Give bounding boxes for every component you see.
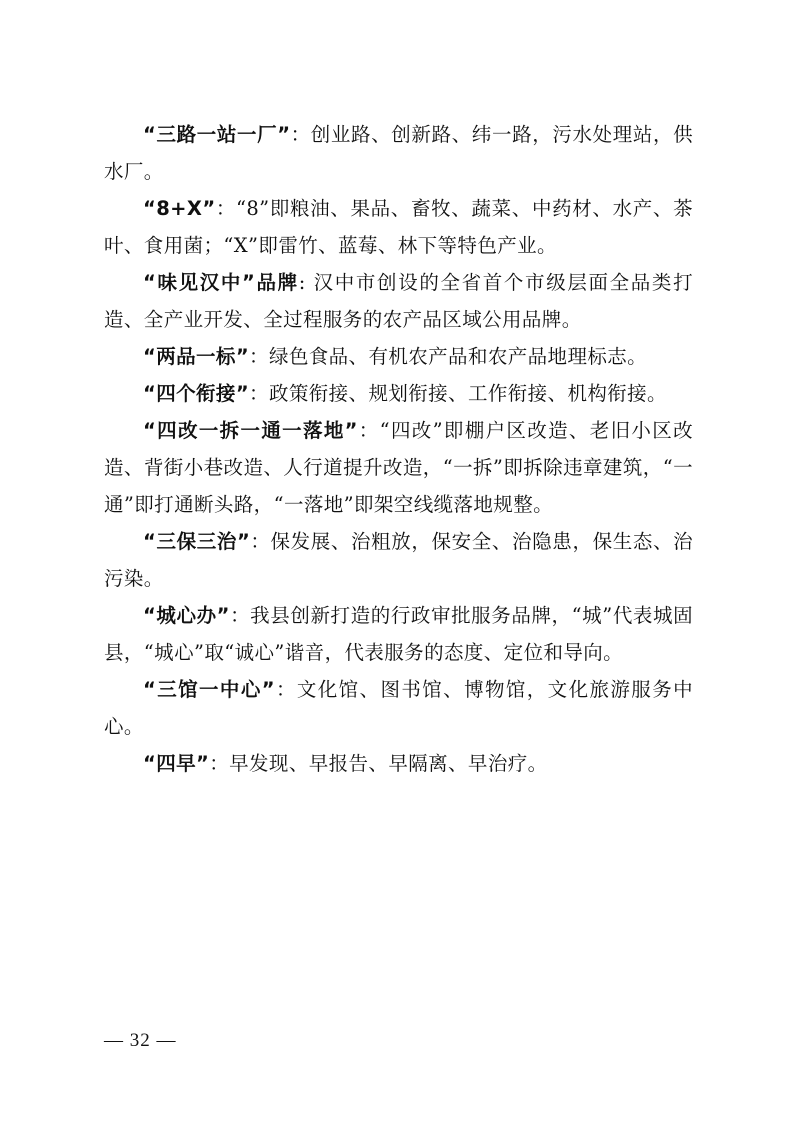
glossary-term: “三保三治” bbox=[143, 530, 251, 553]
glossary-entry bbox=[104, 338, 693, 375]
glossary-term: “两品一标” bbox=[143, 345, 250, 368]
glossary-definition: ：保发展、治粗放，保安全、治隐患，保生态、治污染。 bbox=[104, 530, 693, 590]
glossary-entry bbox=[104, 264, 693, 338]
glossary-term: “三馆一中心” bbox=[143, 678, 275, 701]
glossary-definition: ：“四改”即棚户区改造、老旧小区改造、背街小巷改造、人行道提升改造，“一拆”即拆除违章建筑，“一通”即打通断头路，“一落地”即架空线缆落地规整。 bbox=[104, 419, 693, 516]
glossary-definition: ：绿色食品、有机农产品和农产品地理标志。 bbox=[249, 345, 648, 368]
glossary-term: “四改一拆一通一落地” bbox=[143, 419, 358, 442]
glossary-entry bbox=[104, 597, 693, 671]
glossary-definition: ：政策衔接、规划衔接、工作衔接、机构衔接。 bbox=[249, 382, 667, 405]
glossary-definition: : 汉中市创设的全省首个市级层面全品类打造、全产业开发、全过程服务的农产品区域公用品牌。 bbox=[104, 271, 693, 331]
glossary-term: “味见汉中”品牌 bbox=[143, 271, 299, 294]
glossary-entry bbox=[104, 190, 693, 264]
glossary-term: “四个衔接” bbox=[143, 382, 250, 405]
glossary-section bbox=[104, 116, 693, 782]
glossary-entry bbox=[104, 412, 693, 523]
page-number: — 32 — bbox=[104, 1030, 177, 1051]
glossary-entry bbox=[104, 745, 693, 782]
glossary-term: “8+X” bbox=[143, 197, 216, 220]
glossary-term: “四早” bbox=[143, 752, 210, 775]
glossary-definition: ：早发现、早报告、早隔离、早治疗。 bbox=[209, 752, 548, 775]
glossary-term: “城心办” bbox=[143, 604, 230, 627]
glossary-definition: ：“8”即粮油、果品、畜牧、蔬菜、中药材、水产、茶叶、食用菌；“X”即雷竹、蓝莓、林下等特色产业。 bbox=[104, 197, 693, 257]
glossary-entry bbox=[104, 523, 693, 597]
glossary-definition: ：创业路、创新路、纬一路，污水处理站，供水厂。 bbox=[104, 123, 693, 183]
glossary-definition: ：文化馆、图书馆、博物馆，文化旅游服务中心。 bbox=[104, 678, 693, 738]
glossary-definition: ：我县创新打造的行政审批服务品牌，“城”代表城固县，“城心”取“诚心”谐音，代表服务的态度、定位和导向。 bbox=[104, 604, 693, 664]
glossary-entry bbox=[104, 375, 693, 412]
glossary-term: “三路一站一厂” bbox=[143, 123, 291, 146]
glossary-entry bbox=[104, 116, 693, 190]
glossary-entry bbox=[104, 671, 693, 745]
